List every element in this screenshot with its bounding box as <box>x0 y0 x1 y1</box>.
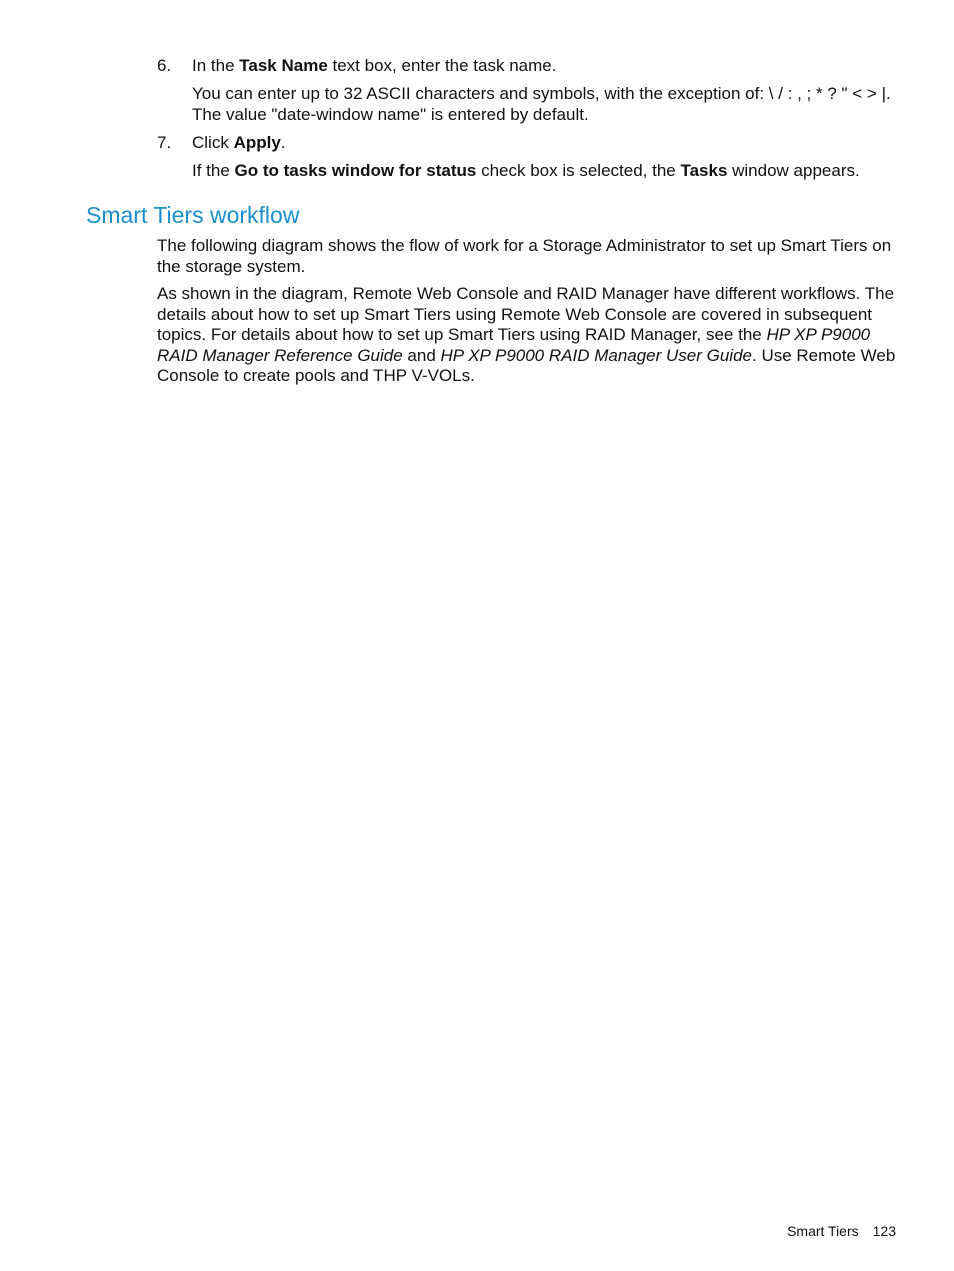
step-text-after: text box, enter the task name. <box>327 56 557 75</box>
paragraph-text: . Use Remote Web Console to create pools and THP V-VOLs. <box>157 345 896 385</box>
footer-section-name: Smart Tiers <box>787 1223 859 1239</box>
section-heading: Smart Tiers workflow <box>86 202 300 228</box>
step-7-note <box>192 161 892 182</box>
step-text-after: . <box>280 133 286 152</box>
step-text-before: Click <box>192 133 234 152</box>
note-text: check box is selected, the <box>476 161 681 180</box>
paragraph-workflows <box>157 284 899 387</box>
note-bold-term: Go to tasks window for status <box>234 161 477 180</box>
step-text <box>192 133 897 154</box>
note-text: window appears. <box>727 161 860 180</box>
step-bold-term: Apply <box>233 133 281 152</box>
page-footer <box>787 1222 896 1240</box>
reference-guide-title: HP XP P9000 RAID Manager Reference Guide <box>157 325 871 365</box>
step-bold-term: Task Name <box>239 56 328 75</box>
step-text <box>192 56 897 77</box>
page-number: 123 <box>872 1223 896 1239</box>
user-guide-title: HP XP P9000 RAID Manager User Guide <box>440 345 752 365</box>
paragraph-intro: The following diagram shows the flow of work for a Storage Administrator to set up Smart Tiers on the storage system. <box>157 236 892 276</box>
paragraph-text: As shown in the diagram, Remote Web Console and RAID Manager have different workflows. The details about how to set up Smart Tiers using Remote Web Console are covered in subsequent topics. For details about how to set up Smart Tiers using RAID Manager, see the <box>157 284 895 344</box>
note-bold-term: Tasks <box>680 161 728 180</box>
note-text: If the <box>192 161 235 180</box>
step-text-before: In the <box>192 56 240 75</box>
paragraph-text: and <box>402 345 441 365</box>
step-number: 7. <box>157 133 172 152</box>
step-6-note: You can enter up to 32 ASCII characters and symbols, with the exception of: \ / : , ; * ? " < > |. The value "date-window name" is entered by default. <box>192 84 891 124</box>
step-number: 6. <box>157 56 172 75</box>
